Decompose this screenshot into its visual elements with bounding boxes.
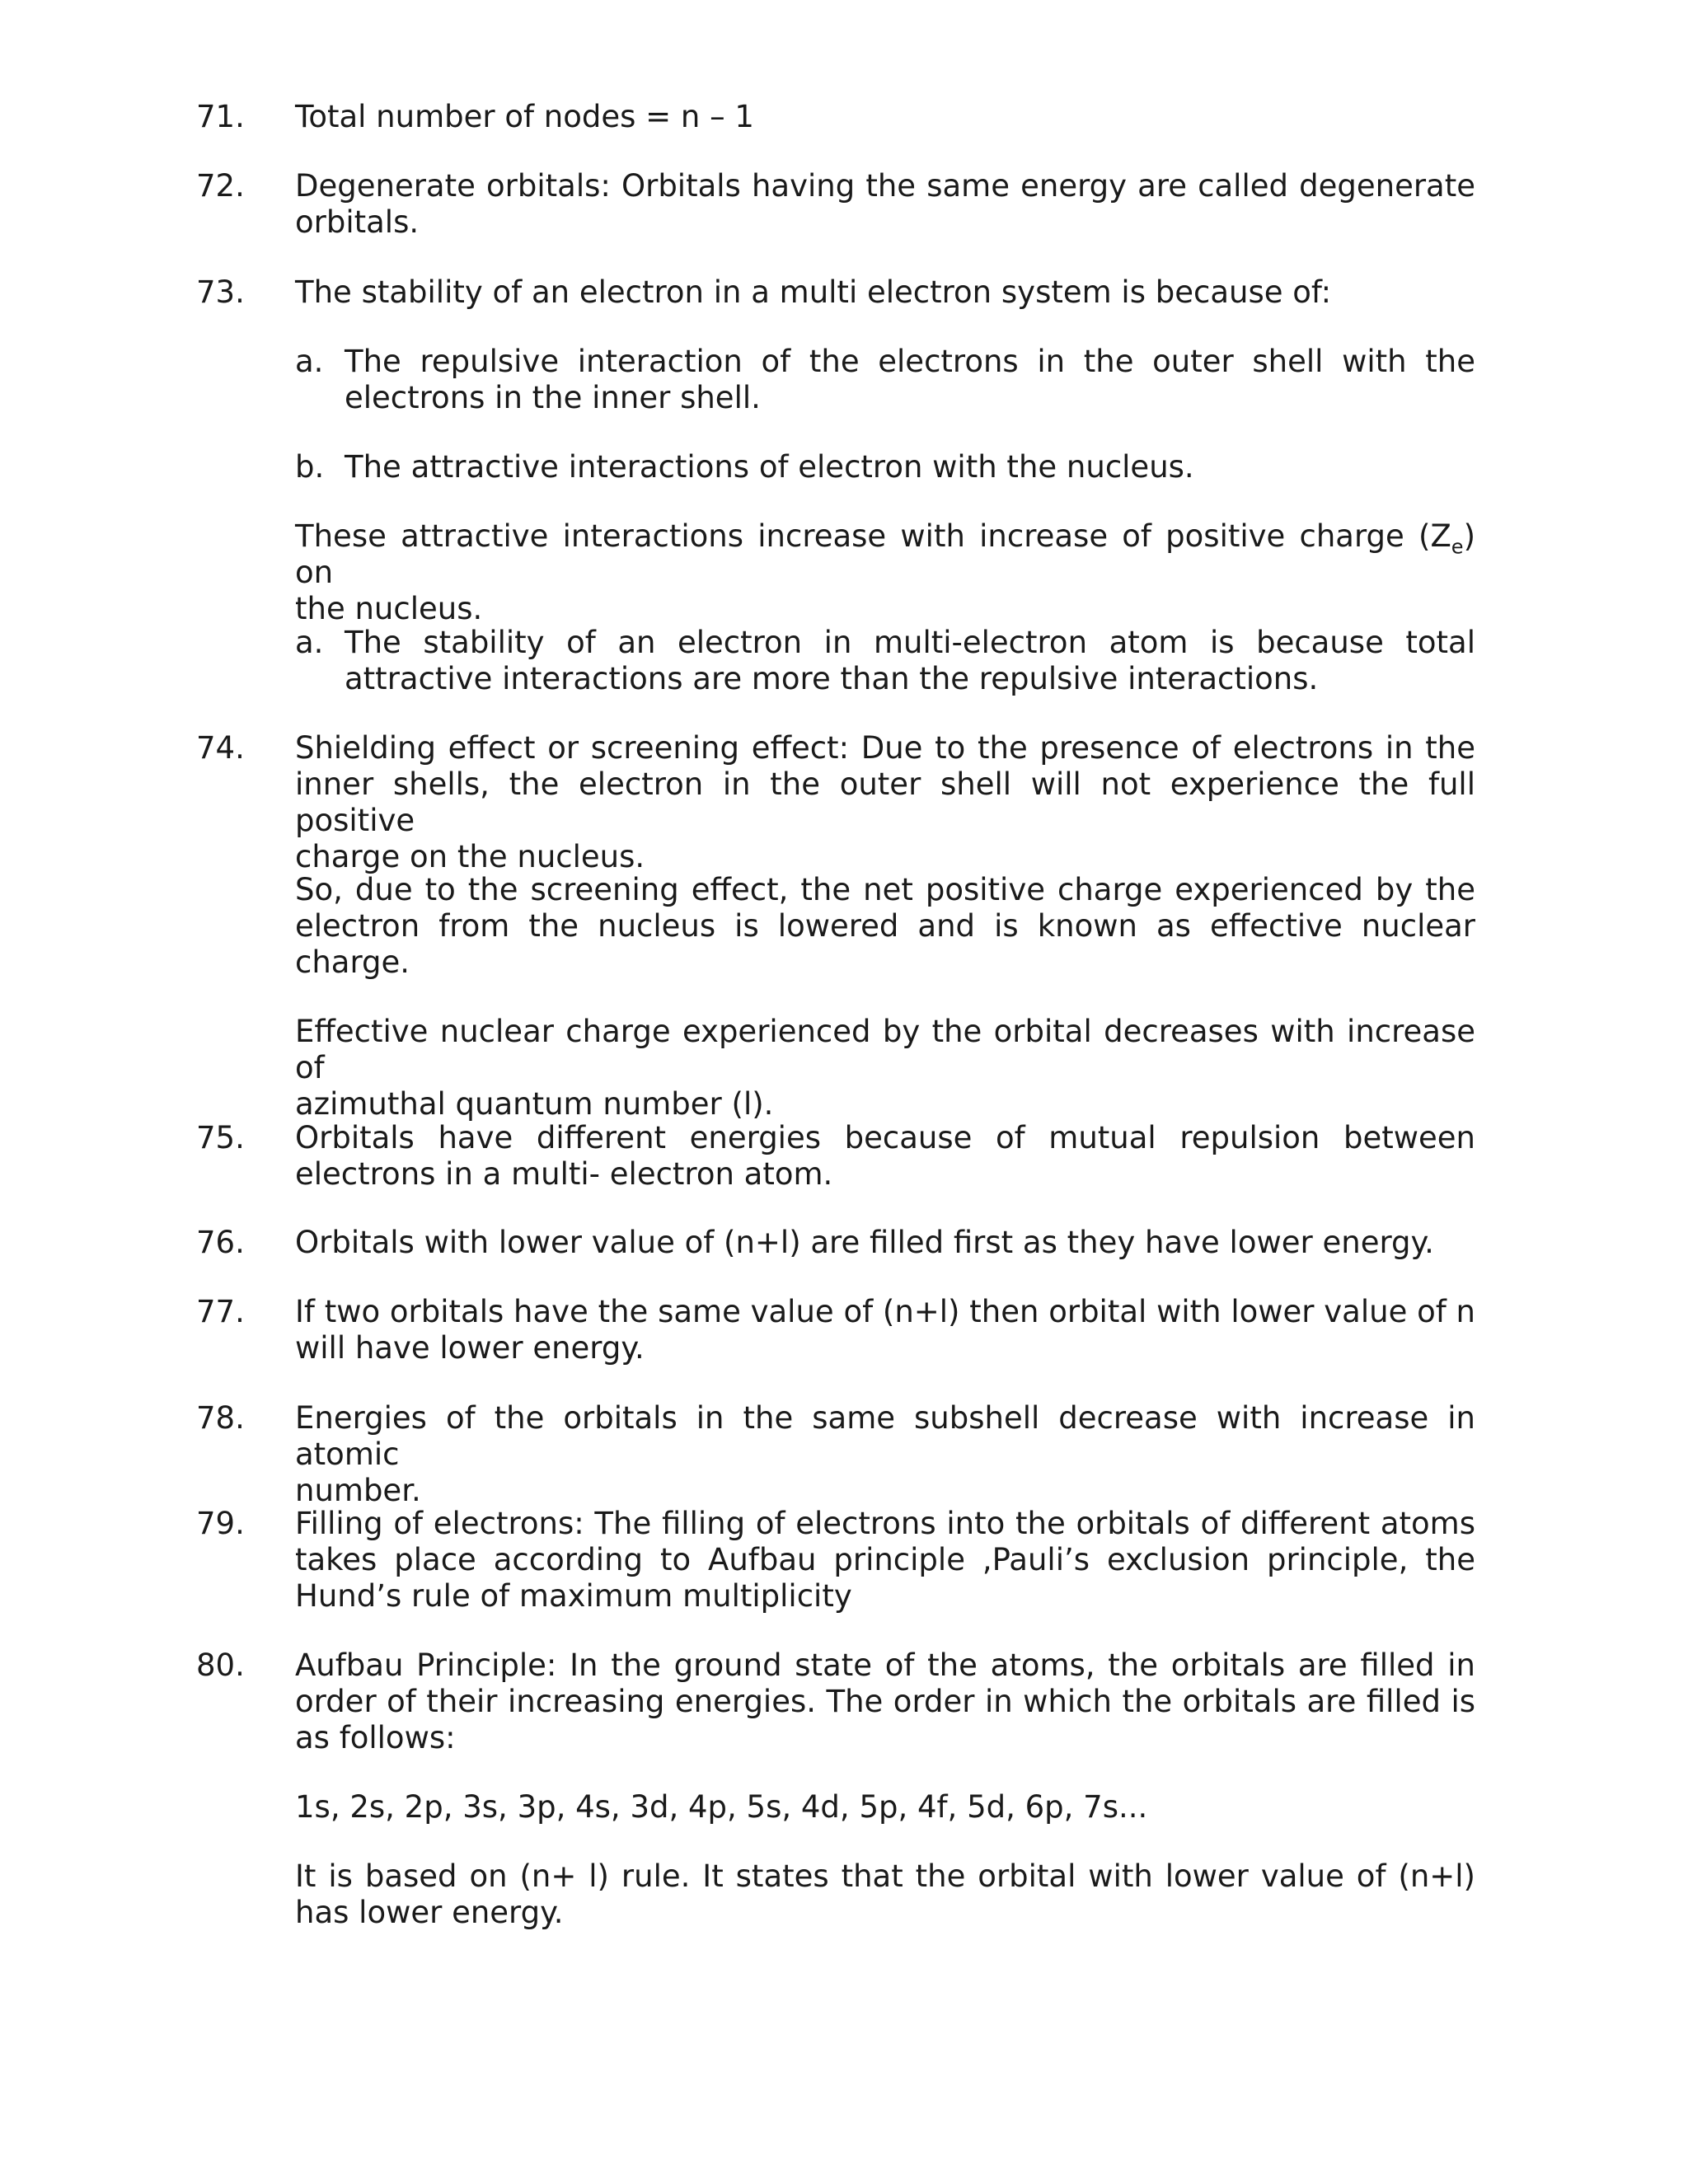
paragraph (295, 518, 1475, 627)
text-line: will have lower energy. (295, 1330, 645, 1366)
sub-label: a. (295, 625, 324, 660)
text-line: inner shells, the electron in the outer shell will not experience the full positive (295, 766, 1475, 838)
item-number: 74. (196, 730, 245, 766)
item-number: 78. (196, 1400, 245, 1436)
text-line: charge. (295, 944, 410, 980)
sub-text (345, 344, 1475, 416)
sub-text: The attractive interactions of electron with the nucleus. (345, 449, 1194, 485)
text-line: the nucleus. (295, 591, 483, 626)
text-line: takes place according to Aufbau principle ,Pauli’s exclusion principle, the (295, 1542, 1475, 1577)
text-line: Hund’s rule of maximum multiplicity (295, 1578, 852, 1614)
text-line: orbitals. (295, 204, 420, 240)
item-text (295, 1400, 1475, 1509)
text-line: electrons in a multi- electron atom. (295, 1156, 833, 1192)
subscript: e (1451, 535, 1464, 559)
item-number: 71. (196, 99, 245, 134)
text-line: The stability of an electron in multi-electron atom is because total (345, 625, 1475, 660)
item-text (295, 168, 1475, 241)
text-line (295, 518, 1475, 591)
text-line: Shielding effect or screening effect: Due to the presence of electrons in the (295, 730, 1475, 766)
item-number: 75. (196, 1120, 245, 1155)
text-line: Filling of electrons: The filling of electrons into the orbitals of different atoms (295, 1506, 1475, 1541)
paragraph (295, 872, 1475, 981)
sub-label: b. (295, 449, 325, 485)
item-number: 77. (196, 1294, 245, 1329)
text-line: It is based on (n+ l) rule. It states that the orbital with lower value of (n+l) (295, 1858, 1475, 1894)
item-text (295, 1294, 1475, 1366)
item-text: Total number of nodes = n – 1 (295, 99, 754, 134)
text-segment: These attractive interactions increase with increase of positive charge (Z (295, 518, 1451, 554)
paragraph (295, 1014, 1475, 1122)
text-line: So, due to the screening effect, the net positive charge experienced by the (295, 872, 1475, 907)
text-segment: ) on (295, 518, 1475, 590)
item-number: 73. (196, 274, 245, 310)
text-line: The repulsive interaction of the electrons in the outer shell with the (345, 344, 1475, 379)
item-text (295, 1506, 1475, 1615)
item-number: 76. (196, 1225, 245, 1260)
item-number: 79. (196, 1506, 245, 1541)
text-line: Orbitals have different energies because of mutual repulsion between (295, 1120, 1475, 1155)
text-line: Effective nuclear charge experienced by the orbital decreases with increase of (295, 1014, 1475, 1085)
item-number: 80. (196, 1647, 245, 1683)
item-text: Orbitals with lower value of (n+l) are filled first as they have lower energy. (295, 1225, 1434, 1260)
text-line: azimuthal quantum number (l). (295, 1086, 774, 1122)
text-line: as follows: (295, 1720, 456, 1755)
paragraph (295, 1858, 1475, 1931)
text-line: Degenerate orbitals: Orbitals having the same energy are called degenerate (295, 168, 1475, 204)
orbital-order: 1s, 2s, 2p, 3s, 3p, 4s, 3d, 4p, 5s, 4d, 5p, 4f, 5d, 6p, 7s... (295, 1789, 1148, 1825)
text-line: Aufbau Principle: In the ground state of the atoms, the orbitals are filled in (295, 1647, 1475, 1683)
text-line: attractive interactions are more than the repulsive interactions. (345, 661, 1319, 696)
item-text (295, 730, 1475, 875)
sub-label: a. (295, 344, 324, 379)
text-line: If two orbitals have the same value of (n+l) then orbital with lower value of n (295, 1294, 1475, 1329)
text-line: charge on the nucleus. (295, 839, 645, 874)
text-line: has lower energy. (295, 1895, 564, 1930)
item-text: The stability of an electron in a multi electron system is because of: (295, 274, 1332, 310)
text-line: number. (295, 1473, 421, 1508)
item-text (295, 1647, 1475, 1756)
text-line: electron from the nucleus is lowered and is known as effective nuclear (295, 908, 1475, 944)
text-line: electrons in the inner shell. (345, 380, 761, 415)
item-text (295, 1120, 1475, 1193)
sub-text (345, 625, 1475, 697)
text-line: Energies of the orbitals in the same subshell decrease with increase in atomic (295, 1400, 1475, 1472)
item-number: 72. (196, 168, 245, 204)
text-line: order of their increasing energies. The order in which the orbitals are filled is (295, 1684, 1475, 1719)
